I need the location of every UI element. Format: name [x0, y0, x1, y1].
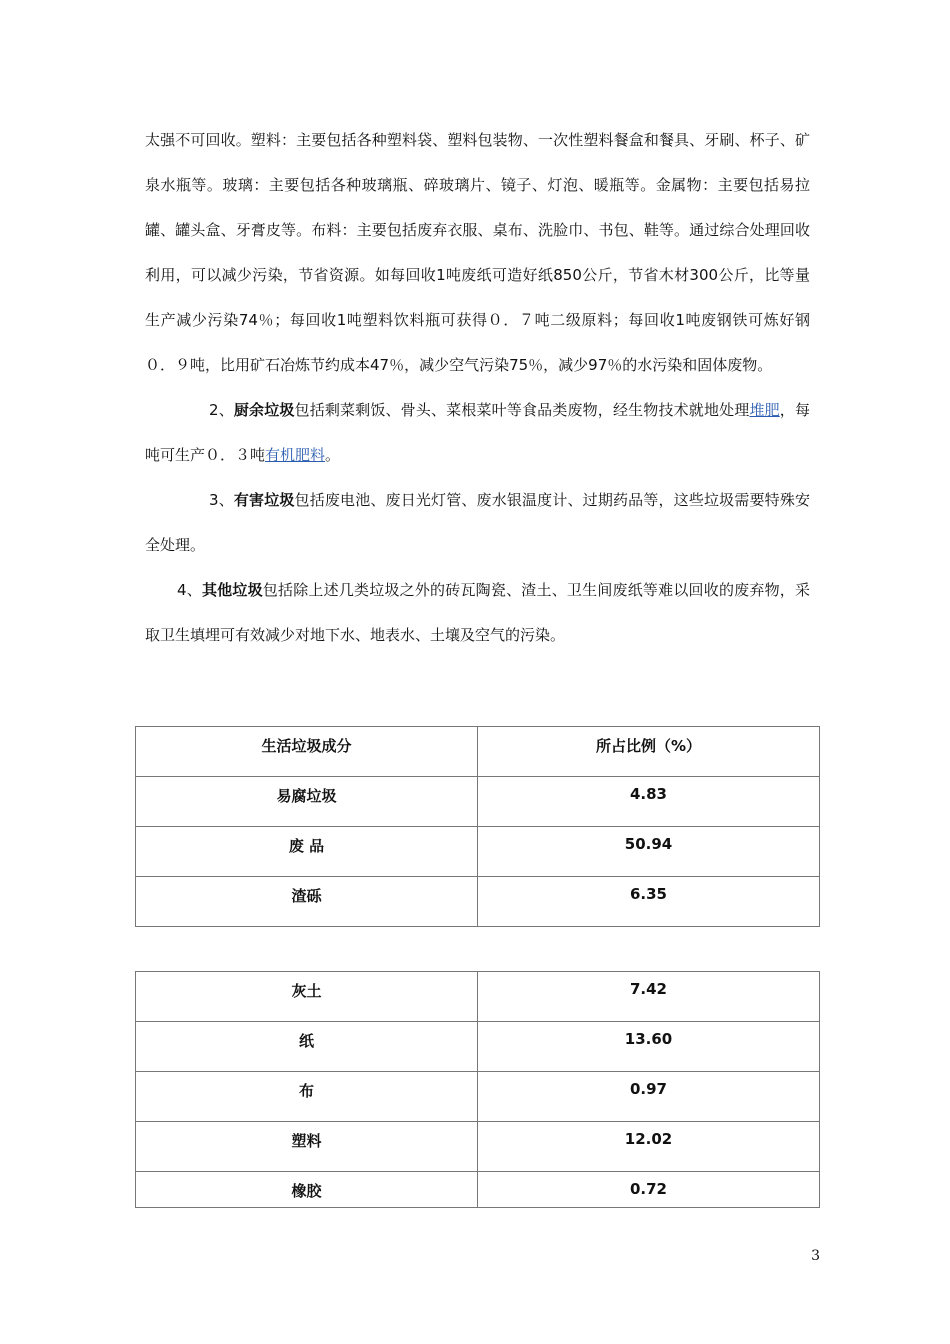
table-cell-percentage: 0.97 [478, 1072, 820, 1122]
table-cell-component: 渣砾 [136, 877, 478, 927]
table-row [136, 877, 820, 927]
table-cell-component: 灰土 [136, 972, 478, 1022]
table-cell-component: 易腐垃圾 [136, 777, 478, 827]
table-row [136, 972, 820, 1022]
item-number: 4、 [177, 581, 202, 599]
table-cell-component: 废 品 [136, 827, 478, 877]
table-row [136, 1072, 820, 1122]
table-cell-percentage: 50.94 [478, 827, 820, 877]
paragraph-recyclables: 太强不可回收。塑料：主要包括各种塑料袋、塑料包装物、一次性塑料餐盒和餐具、牙刷、杯子、矿泉水瓶等。玻璃：主要包括各种玻璃瓶、碎玻璃片、镜子、灯泡、暖瓶等。金属物：主要包括易拉罐、罐头盒、牙膏皮等。布料：主要包括废弃衣服、桌布、洗脸巾、书包、鞋等。通过综合处理回收利用，可以减少污染，节省资源。如每回收1吨废纸可造好纸850公斤，节省木材300公斤，比等量生产减少污染74％；每回收1吨塑料饮料瓶可获得０．７吨二级原料；每回收1吨废钢铁可炼好钢０．９吨，比用矿石冶炼节约成本47％，减少空气污染75％，减少97％的水污染和固体废物。 [145, 131, 810, 374]
table-cell-percentage: 7.42 [478, 972, 820, 1022]
table-row [136, 827, 820, 877]
paragraph-other-waste [145, 568, 810, 658]
term-other-waste: 其他垃圾 [201, 581, 263, 599]
item-number: 2、 [209, 401, 234, 419]
table-cell-component: 纸 [136, 1022, 478, 1072]
link-organic-fertilizer[interactable]: 有机肥料 [265, 446, 326, 464]
table-row [136, 1172, 820, 1208]
paragraph-text: 包括除上述几类垃圾之外的砖瓦陶瓷、渣土、卫生间废纸等难以回收的废弃物，采取卫生填埋可有效减少对地下水、地表水、土壤及空气的污染。 [145, 581, 810, 644]
header-cell-percentage: 所占比例（%） [478, 727, 820, 777]
table-cell-component: 塑料 [136, 1122, 478, 1172]
table-cell-component: 布 [136, 1072, 478, 1122]
paragraph-text: 包括剩菜剩饭、骨头、菜根菜叶等食品类废物，经生物技术就地处理 [294, 401, 750, 419]
paragraph-text: ，每吨可生产０．３吨 [145, 401, 810, 464]
item-number: 3、 [209, 491, 234, 509]
paragraph-hazardous-waste [145, 478, 810, 568]
header-cell-component: 生活垃圾成分 [136, 727, 478, 777]
table-cell-percentage: 4.83 [478, 777, 820, 827]
table-cell-percentage: 12.02 [478, 1122, 820, 1172]
table-cell-percentage: 13.60 [478, 1022, 820, 1072]
waste-composition-table-continued [135, 971, 820, 1208]
body-text [145, 118, 810, 658]
table-header-row [136, 727, 820, 777]
paragraph-kitchen-waste [145, 388, 810, 478]
term-kitchen-waste: 厨余垃圾 [233, 401, 295, 419]
table-cell-percentage: 6.35 [478, 877, 820, 927]
paragraph-text: 。 [325, 446, 341, 464]
table-row [136, 777, 820, 827]
link-compost[interactable]: 堆肥 [749, 401, 780, 419]
waste-composition-table [135, 726, 820, 927]
table-cell-component: 橡胶 [136, 1172, 478, 1208]
term-hazardous-waste: 有害垃圾 [233, 491, 295, 509]
table-row [136, 1022, 820, 1072]
paragraph-text: 包括废电池、废日光灯管、废水银温度计、过期药品等，这些垃圾需要特殊安全处理。 [145, 491, 810, 554]
page-number: 3 [811, 1248, 820, 1264]
table-cell-percentage: 0.72 [478, 1172, 820, 1208]
table-row [136, 1122, 820, 1172]
